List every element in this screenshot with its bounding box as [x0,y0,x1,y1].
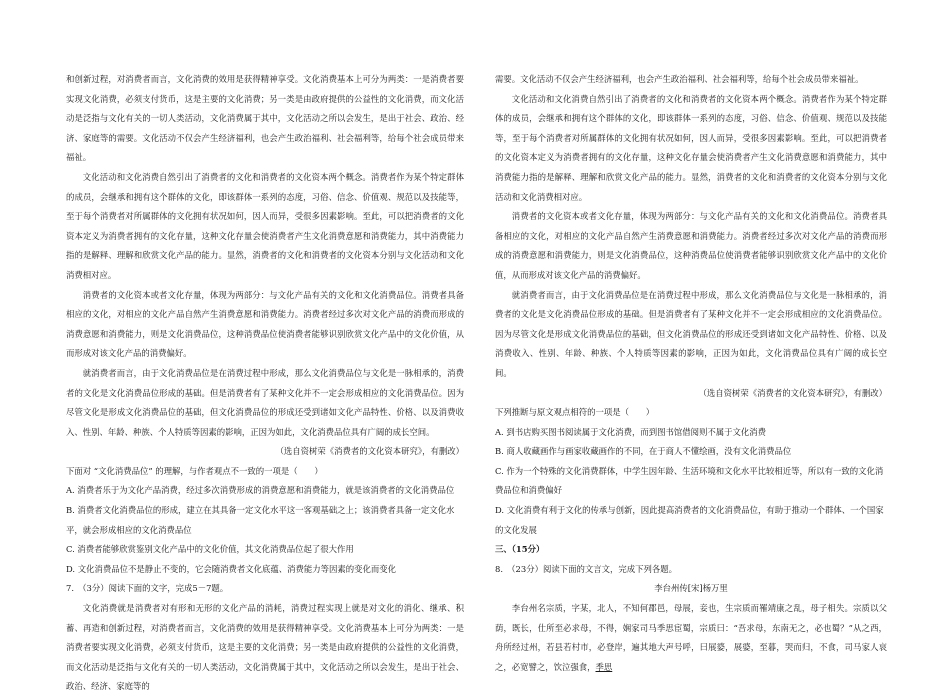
left-column [66,70,464,697]
question-7-heading: 7. （3分）阅读下面的文字，完成5－7题。 [66,583,229,594]
classical-text-paragraph [495,599,887,677]
classical-text-body: 李台州名宗质，字某，北人，不知何郡邑，母展，妾也，生宗质而罹靖康之乱，母子相失。宗质以父荫，既长，仕所至必求母，不得，娴家司马季思宦蜀，宗质曰：“吾求母，东南无之，必也蜀？”从之西，舟所经过州，若县若村市，必登岸，遍其地大声号呼，曰展婆，展婆，至暮，哭而归，不食，司马家人哀之，必宽譬之，饮泣强食， [495,603,887,672]
right-paragraph-3: 消费者的文化资本或者文化存量，体现为两部分：与文化产品有关的文化和文化消费品位。消费者具备相应的文化，对相应的文化产品自然产生消费意愿和消费能力。消费者经过多次对文化产品的消费而形成的消费意愿和消费能力，则是文化消费品位，这种消费品位使消费者能够识别欣赏文化产品中的文化价值，从而形成对该文化产品的消费偏好。 [495,211,887,280]
left-question-stem: 下面对 “文化消费品位” 的理解，与作者观点不一致的一项是（ ） [66,465,323,476]
section-3-heading: 三、（15分） [495,544,545,555]
left-paragraph-1: 和创新过程，对消费者而言，文化消费的效用是获得精神享受。文化消费基本上可分为两类：一是消费者要实现文化消费，必须支付货币，这是主要的文化消费；另一类是由政府提供的公益性的文化消费，而文化活动是泛指与文化有关的一切人类活动，文化消费属于其中，文化活动之所以会发生，是出于社会、政治、经济、家庭等的需要。文化活动不仅会产生经济福利，也会产生政治福利、社会福利等，给每个社会成员带来福祉。 [66,74,464,163]
left-option-a: A. 消费者乐于为文化产品消费，经过多次消费形成的消费意愿和消费能力，就是该消费者的文化消费品位 [66,485,455,496]
left-paragraph-4: 就消费者而言，由于文化消费品位是在消费过程中形成，那么文化消费品位与文化是一脉相承的，消费者的文化是文化消费品位形成的基础。但是消费者有了某种文化并不一定会形成相应的文化消费品位。因为尽管文化是形成文化消费品位的基础，但文化消费品位的形成还受到诸如文化产品特性、价格、以及消费收入、性别、年龄、种族、个人特质等因素的影响，正因为如此，文化消费品位具有广阔的成长空间。 [66,367,464,437]
right-question-stem: 下列推断与原文观点相符的一项是（ ） [495,407,655,418]
right-option-d: D. 文化消费有利于文化的传承与创新，因此提高消费者的文化消费品位，有助于推动一个群体、一个国家的文化发展 [495,505,884,535]
left-source-citation: （选自资树荣《消费者的文化资本研究》，有删改） [275,446,464,457]
left-option-b: B. 消费者文化消费品位的形成，建立在其具备一定文化水平这一客观基础之上；该消费者具备一定文化水平，就会形成相应的文化消费品位 [66,505,455,535]
right-option-a: A. 到书店购买图书阅读属于文化消费，而到图书馆借阅则不属于文化消费 [495,426,766,437]
question-8-heading: 8. （23分）阅读下面的文言文，完成下列各题。 [495,563,677,574]
right-paragraph-2: 文化活动和文化消费自然引出了消费者的文化和消费者的文化资本两个概念。消费者作为某个特定群体的成员，会继承和拥有这个群体的文化，即该群体一系列的态度，习俗、信念、价值观、规范以及技能等，至于每个消费者对所属群体的文化拥有状况如何，因人而异，受很多因素影响。至此，可以把消费者的文化资本定义为消费者拥有的文化存量，这种文化存量会使消费者产生文化消费意愿和消费能力，其中消费能力指的是解释、理解和欣赏文化产品的能力。显然，消费者的文化和消费者的文化资本分别与文化活动和文化消费相对应。 [495,93,887,202]
left-option-d: D. 文化消费品位不是静止不变的，它会随消费者文化底蕴、消费能力等因素的变化而变化 [66,563,396,574]
right-paragraph-4: 就消费者而言，由于文化消费品位是在消费过程中形成，那么文化消费品位与文化是一脉相承的，消费者的文化是文化消费品位形成的基础。但是消费者有了某种文化并不一定会形成相应的文化消费品位。因为尽管文化是形成文化消费品位的基础，但文化消费品位的形成还受到诸如文化产品特性、价格、以及消费收入、性别、年龄、种族、个人特质等因素的影响，正因为如此，文化消费品位具有广阔的成长空间。 [495,289,887,378]
right-option-b: B. 商人收藏画作与画家收藏画作的不同，在于商人不懂绘画，没有文化消费品位 [495,446,792,457]
left-paragraph-5: 文化消费就是消费者对有形和无形的文化产品的消耗，消费过程实现上就是对文化的消化、继承、积蓄、再造和创新过程，对消费者而言，文化消费的效用是获得精神享受。文化消费基本上可分为两类：一是消费者要实现文化消费，必须支付货币，这是主要的文化消费；另一类是由政府提供的公益性的文化消费，而文化活动是泛指与文化有关的一切人类活动，文化消费属于其中，文化活动之所以会发生，是出于社会、政治、经济、家庭等的 [66,603,464,692]
right-source-citation: （选自资树荣《消费者的文化资本研究》，有删改） [698,387,887,398]
right-option-c: C. 作为一个特殊的文化消费群体，中学生因年龄、生活环境和文化水平比较相近等，所以有一致的文化消费品位和消费偏好 [495,465,884,496]
left-paragraph-3: 消费者的文化资本或者文化存量，体现为两部分：与文化产品有关的文化和文化消费品位。消费者具备相应的文化，对相应的文化产品自然产生消费意愿和消费能力。消费者经过多次对文化产品的消费而形成的消费意愿和消费能力，则是文化消费品位，这种消费品位使消费者能够识别欣赏文化产品中的文化价值，从而形成对该文化产品的消费偏好。 [66,289,464,359]
right-column [495,70,887,677]
right-paragraph-1: 需要。文化活动不仅会产生经济福利，也会产生政治福利、社会福利等，给每个社会成员带来福祉。 [495,74,864,84]
left-paragraph-2: 文化活动和文化消费自然引出了消费者的文化和消费者的文化资本两个概念。消费者作为某个特定群体的成员，会继承和拥有这个群体的文化，即该群体一系列的态度，习俗、信念、价值观、规范以及技能等，至于每个消费者对所属群体的文化拥有状况如何，因人而异，受很多因素影响。至此，可以把消费者的文化资本定义为消费者拥有的文化存量，这种文化存量会使消费者产生文化消费意愿和消费能力，其中消费能力指的是解释、理解和欣赏文化产品的能力。显然，消费者的文化和消费者的文化资本分别与文化活动和文化消费相对应。 [66,171,464,280]
classical-text-underlined: 季思 [595,661,613,672]
classical-text-title: 李台州传[宋]杨万里 [654,583,728,594]
left-option-c: C. 消费者能够欣赏鉴别文化产品中的文化价值，其文化消费品位起了很大作用 [66,544,354,555]
